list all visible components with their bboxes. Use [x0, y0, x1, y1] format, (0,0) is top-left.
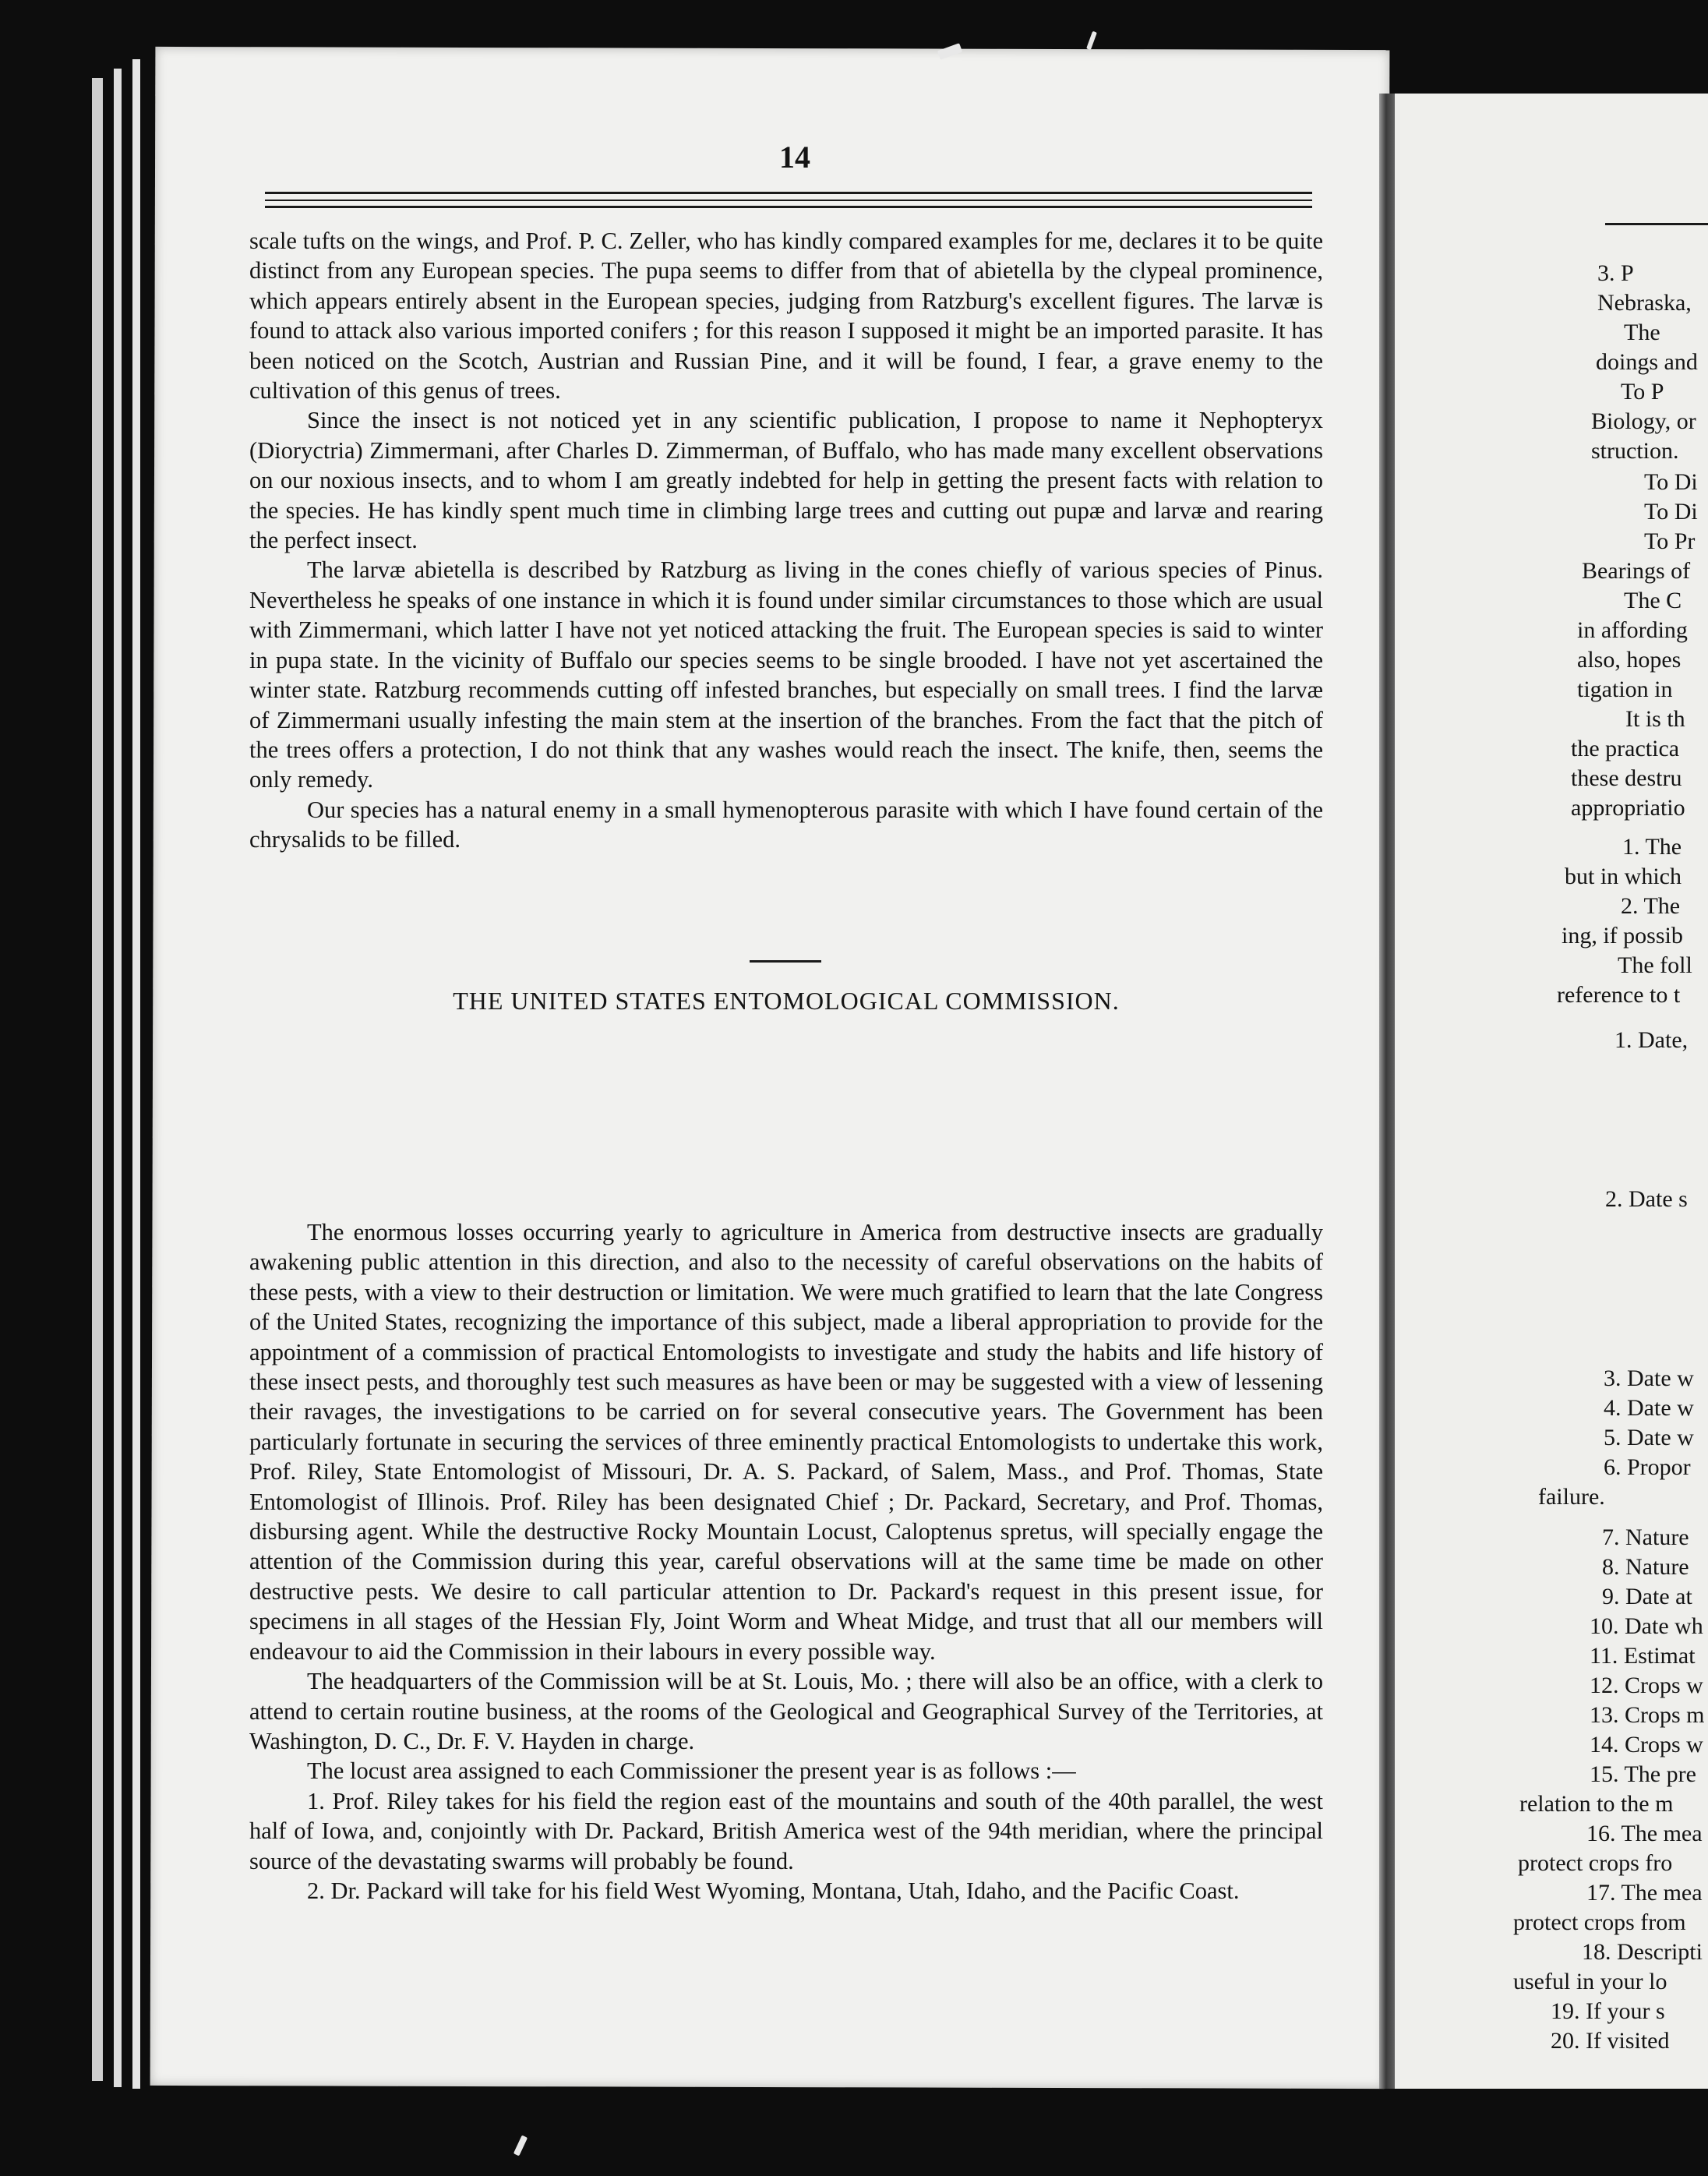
right-header-rule — [1605, 223, 1708, 225]
page-stack-edge — [92, 78, 103, 2081]
text-fragment: tigation in — [1577, 676, 1673, 702]
text-fragment: It is th — [1625, 706, 1685, 732]
text-fragment: failure. — [1538, 1484, 1605, 1510]
paragraph: Our species has a natural enemy in a small hymenopterous parasite with which I have found certain of the chrysalids to be filled. — [249, 796, 1323, 853]
scan-speck — [513, 2135, 528, 2157]
text-fragment: protect crops from — [1513, 1909, 1686, 1935]
text-fragment: 17. The mea — [1586, 1880, 1703, 1906]
text-fragment: 6. Propor — [1604, 1454, 1691, 1480]
text-fragment: Nebraska, — [1597, 290, 1692, 316]
text-fragment: doings and — [1596, 349, 1698, 375]
text-fragment: also, hopes — [1577, 647, 1682, 673]
text-fragment: 10. Date wh — [1590, 1613, 1703, 1639]
paragraph: The larvæ abietella is described by Ratzburg as living in the cones chiefly of various species of Pinus. Nevertheless he speaks of one instance in which it is found under similar circumstances to those which are usual with Zimmermani, which latter I have not yet noticed attacking the fruit. The European species is said to winter in pupa state. In the vicinity of Buffalo our species seems to be single brooded. I have not yet ascertained the winter state. Ratzburg recommends cutting off infested branches, but especially on small trees. I find the larvæ of Zimmermani usually infesting the main stem at the insertion of the branches. From the fact that the pitch of the trees offers a protection, I do not think that any washes would reach the insect. The knife, then, seems the only remedy. — [249, 556, 1323, 793]
page-stack-edge — [132, 59, 140, 2089]
text-fragment: 1. Date, — [1614, 1027, 1689, 1053]
text-fragment: 7. Nature — [1602, 1524, 1689, 1550]
text-fragment: 14. Crops w — [1590, 1732, 1703, 1757]
paragraph: The enormous losses occurring yearly to agriculture in America from destructive insects are gradually awakening public attention in this direction, and also to the necessity of careful observations on the habits of these pests, with a view to their destruction or limitation. We were much gratified to learn that the late Congress of the United States, recognizing the importance of this subject, made a liberal appropriation to provide for the appointment of a commission of practical Entomologists to investigate and study the habits and life history of these insect pests, and thoroughly test such measures as have been or may be suggested with a view of lessening their ravages, the investigations to be carried on for several consecutive years. The Government has been particularly fortunate in securing the services of three eminently practical Entomologists to undertake this work, Prof. Riley, State Entomologist of Missouri, Dr. A. S. Packard, of Salem, Mass., and Prof. Thomas, State Entomologist of Illinois. Prof. Riley has been designated Chief ; Dr. Packard, Secretary, and Prof. Thomas, disbursing agent. While the destructive Rocky Mountain Locust, Caloptenus spretus, will specially engage the attention of the Commission during this year, careful observations will at the same time be made on other destructive pests. We desire to call particular attention to Dr. Packard's request in this present issue, for specimens in all stages of the Hessian Fly, Joint Worm and Wheat Midge, and trust that all our members will endeavour to aid the Commission in their labours in every possible way. — [249, 1219, 1323, 1665]
text-fragment: 2. Date s — [1605, 1186, 1688, 1212]
text-fragment: 1. The — [1622, 834, 1682, 860]
text-fragment: The — [1624, 320, 1660, 345]
text-fragment: 19. If your s — [1551, 1998, 1665, 2024]
scan-speck — [1086, 31, 1097, 51]
header-rule — [265, 192, 1312, 194]
text-fragment: appropriatio — [1571, 795, 1685, 821]
text-fragment: 5. Date w — [1604, 1425, 1694, 1450]
paragraph: The locust area assigned to each Commissioner the present year is as follows :— — [307, 1757, 1076, 1785]
text-fragment: the practica — [1571, 736, 1680, 761]
text-fragment: Bearings of — [1582, 558, 1691, 584]
text-fragment: but in which — [1565, 864, 1682, 889]
text-fragment: To Di — [1644, 469, 1698, 495]
text-fragment: relation to the m — [1519, 1791, 1674, 1817]
header-rule — [265, 206, 1312, 208]
header-rule — [265, 200, 1312, 201]
paragraph: scale tufts on the wings, and Prof. P. C. Zeller, who has kindly compared examples for me, declares it to be quite distinct from any European species. The pupa seems to differ from that of abietella by the clypeal prominence, which appears entirely absent in the European species, judging from Ratzburg's excellent figures. The larvæ is found to attack also various imported conifers ; for this reason I supposed it might be an imported parasite. It has been noticed on the Scotch, Austrian and Russian Pine, and it will be found, I fear, a grave enemy to the cultivation of this genus of trees. — [249, 228, 1323, 404]
text-fragment: 11. Estimat — [1590, 1643, 1696, 1669]
section-divider — [750, 960, 821, 963]
text-fragment: The C — [1624, 588, 1682, 613]
right-page-text — [1395, 94, 1708, 2089]
text-fragment: 3. P — [1597, 260, 1634, 286]
text-fragment: 3. Date w — [1604, 1365, 1694, 1391]
text-fragment: The foll — [1618, 952, 1692, 978]
section-heading: THE UNITED STATES ENTOMOLOGICAL COMMISSION. — [453, 987, 1120, 1015]
text-fragment: 9. Date at — [1602, 1584, 1692, 1609]
text-fragment: To P — [1621, 379, 1664, 404]
text-fragment: 18. Descripti — [1582, 1939, 1703, 1965]
text-fragment: To Pr — [1644, 528, 1696, 554]
paragraph: 1. Prof. Riley takes for his field the region east of the mountains and south of the 40th parallel, the west half of Iowa, and, conjointly with Dr. Packard, British America west of the 94th meridian, where the principal source of the devastating swarms will probably be found. — [249, 1787, 1323, 1874]
text-fragment: useful in your lo — [1513, 1969, 1667, 1994]
paragraph: Since the insect is not noticed yet in any scientific publication, I propose to name it Nephopteryx (Dioryctria) Zimmermani, after Charles D. Zimmerman, of Buffalo, who has made many excellent observations on our noxious insects, and to whom I am greatly indebted for help in getting the present facts with relation to the species. He has kindly spent much time in climbing large trees and cutting out pupæ and larvæ and rearing the perfect insect. — [249, 407, 1323, 554]
paragraph: The headquarters of the Commission will be at St. Louis, Mo. ; there will also be an office, with a clerk to attend to certain routine business, at the rooms of the Geological and Geographical Survey of the Territories, at Washington, D. C., Dr. F. V. Hayden in charge. — [249, 1668, 1323, 1754]
book-gutter — [1379, 94, 1396, 2089]
text-fragment: 8. Nature — [1602, 1554, 1689, 1580]
page-stack-edge — [114, 69, 122, 2087]
right-page — [1395, 94, 1708, 2089]
paragraph: 2. Dr. Packard will take for his field West Wyoming, Montana, Utah, Idaho, and the Pacific Coast. — [307, 1877, 1240, 1904]
text-fragment: struction. — [1591, 438, 1679, 464]
text-fragment: 4. Date w — [1604, 1395, 1694, 1421]
text-fragment: 16. The mea — [1586, 1821, 1703, 1846]
page-number: 14 — [779, 140, 810, 175]
text-fragment: these destru — [1571, 765, 1682, 791]
text-fragment: Biology, or — [1591, 408, 1696, 434]
text-fragment: reference to t — [1557, 982, 1681, 1008]
text-fragment: protect crops fro — [1518, 1850, 1673, 1876]
intro-text — [249, 226, 1323, 855]
text-fragment: To Di — [1644, 499, 1698, 525]
text-fragment: 2. The — [1621, 893, 1681, 919]
text-fragment: in affording — [1577, 617, 1688, 643]
text-fragment: 12. Crops w — [1590, 1673, 1703, 1698]
text-fragment: ing, if possib — [1562, 923, 1683, 948]
text-fragment: 15. The pre — [1590, 1761, 1696, 1787]
text-fragment: 13. Crops m — [1590, 1702, 1705, 1728]
section-text — [249, 1217, 1323, 1906]
text-fragment: 20. If visited — [1551, 2028, 1670, 2054]
